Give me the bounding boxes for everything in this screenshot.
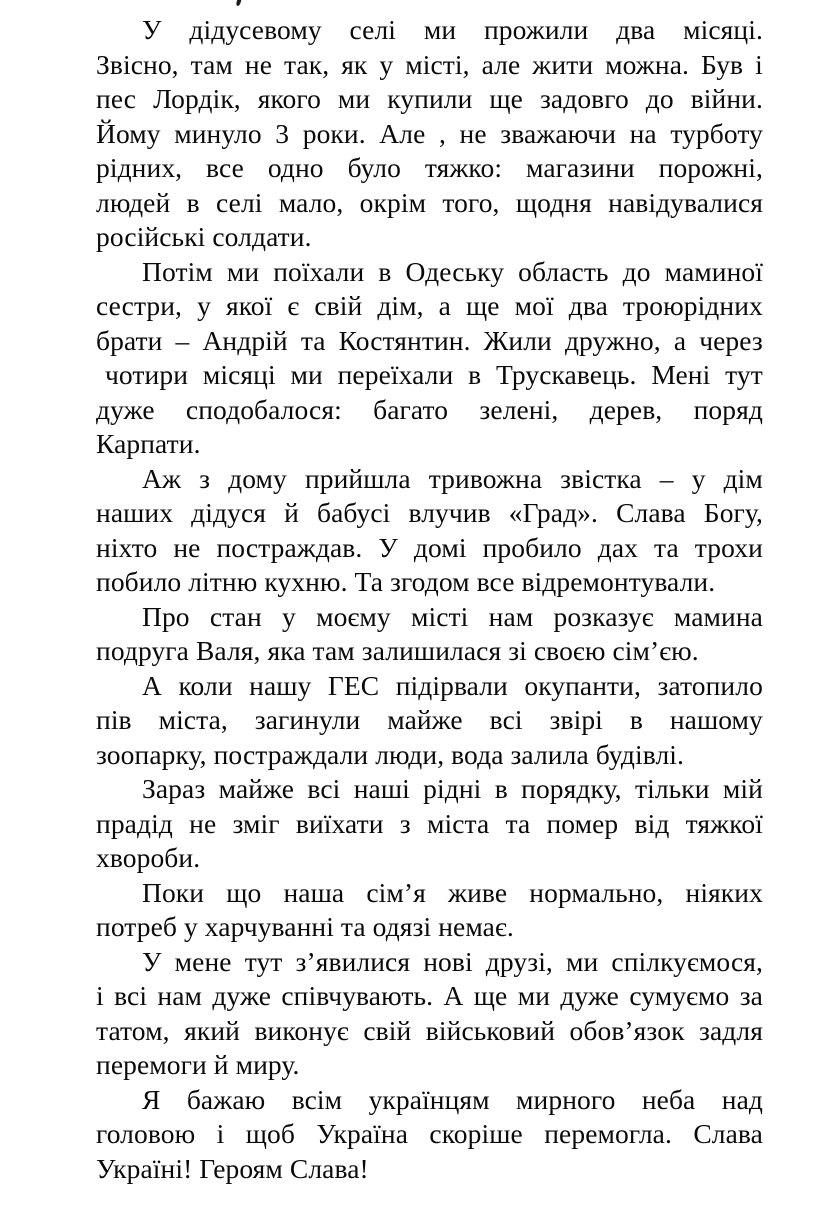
text-line: Про стан у моєму місті нам розказує мамина <box>142 600 763 632</box>
text-line: наших дідуся й бабусі влучив «Град». Слава Богу, <box>96 497 763 528</box>
paragraph-7 <box>96 876 763 945</box>
text-line: Я бажаю всім українцям мирного неба над <box>142 1083 763 1115</box>
paragraph-9 <box>96 1083 763 1187</box>
paragraph-6 <box>96 772 763 876</box>
text-line: перемоги й миру. <box>96 1049 300 1080</box>
text-line: У мене тут з’явилися нові друзі, ми спілкуємося, <box>142 945 763 977</box>
text-line: Йому минуло 3 роки. Але , не зважаючи на турботу <box>96 117 763 149</box>
text-line: зоопарку, постраждали люди, вода залила будівлі. <box>96 738 684 770</box>
cropped-glyph-artifact <box>236 0 243 6</box>
text-line: рідних, все одно було тяжко: магазини порожні, <box>96 152 763 183</box>
text-line: пів міста, загинули майже всі звірі в нашому <box>96 704 763 735</box>
text-line: ніхто не постраждав. У домі пробило дах та трохи <box>96 531 763 563</box>
text-line: Звісно, там не так, як у місті, але жити можна. Був і <box>96 48 763 80</box>
text-line: Україні! Героям Слава! <box>96 1152 369 1184</box>
text-line: А коли нашу ГЕС підірвали окупанти, затопило <box>142 669 763 701</box>
paragraph-8 <box>96 945 763 1083</box>
text-line: і всі нам дуже співчувають. А ще ми дуже сумуємо за <box>96 980 763 1011</box>
text-line: Потім ми поїхали в Одеську область до маминої <box>142 255 763 287</box>
text-line: подруга Валя, яка там залишилася зі своєю сім’єю. <box>96 635 699 666</box>
text-line: пес Лордік, якого ми купили ще задовго до війни. <box>96 83 763 114</box>
text-line: хвороби. <box>96 842 201 873</box>
paragraph-4 <box>96 600 763 669</box>
text-line: російські солдати. <box>96 221 312 252</box>
text-line: головою і щоб Україна скоріше перемогла. Слава <box>96 1118 763 1149</box>
paragraph-2 <box>96 255 763 462</box>
paragraph-3 <box>96 462 763 600</box>
text-line: У дідусевому селі ми прожили два місяці. <box>142 14 763 45</box>
text-column <box>96 13 763 1186</box>
text-line: татом, який виконує свій військовий обов’язок задля <box>96 1014 763 1046</box>
text-line: прадід не зміг виїхати з міста та помер від тяжкої <box>96 807 763 839</box>
text-line: дуже сподобалося: багато зелені, дерев, поряд <box>96 393 763 425</box>
text-line: чотири місяці ми переїхали в Трускавець. Мені тут <box>105 359 763 390</box>
text-line: Поки що наша сім’я живе нормально, ніяких <box>142 876 763 908</box>
text-line: побило літню кухню. Та згодом все відремонтували. <box>96 566 716 597</box>
paragraph-5 <box>96 669 763 773</box>
text-line: Зараз майже всі наші рідні в порядку, тільки мій <box>142 773 763 804</box>
text-line: потреб у харчуванні та одязі немає. <box>96 911 514 942</box>
text-line: людей в селі мало, окрім того, щодня навідувалися <box>96 186 763 218</box>
text-line: Аж з дому прийшла тривожна звістка – у дім <box>142 462 763 494</box>
text-line: Карпати. <box>96 428 201 459</box>
text-line: брати – Андрій та Костянтин. Жили дружно, а через <box>96 324 763 356</box>
paragraph-1 <box>96 13 763 255</box>
text-line: сестри, у якої є свій дім, а ще мої два троюрідних <box>96 290 763 321</box>
